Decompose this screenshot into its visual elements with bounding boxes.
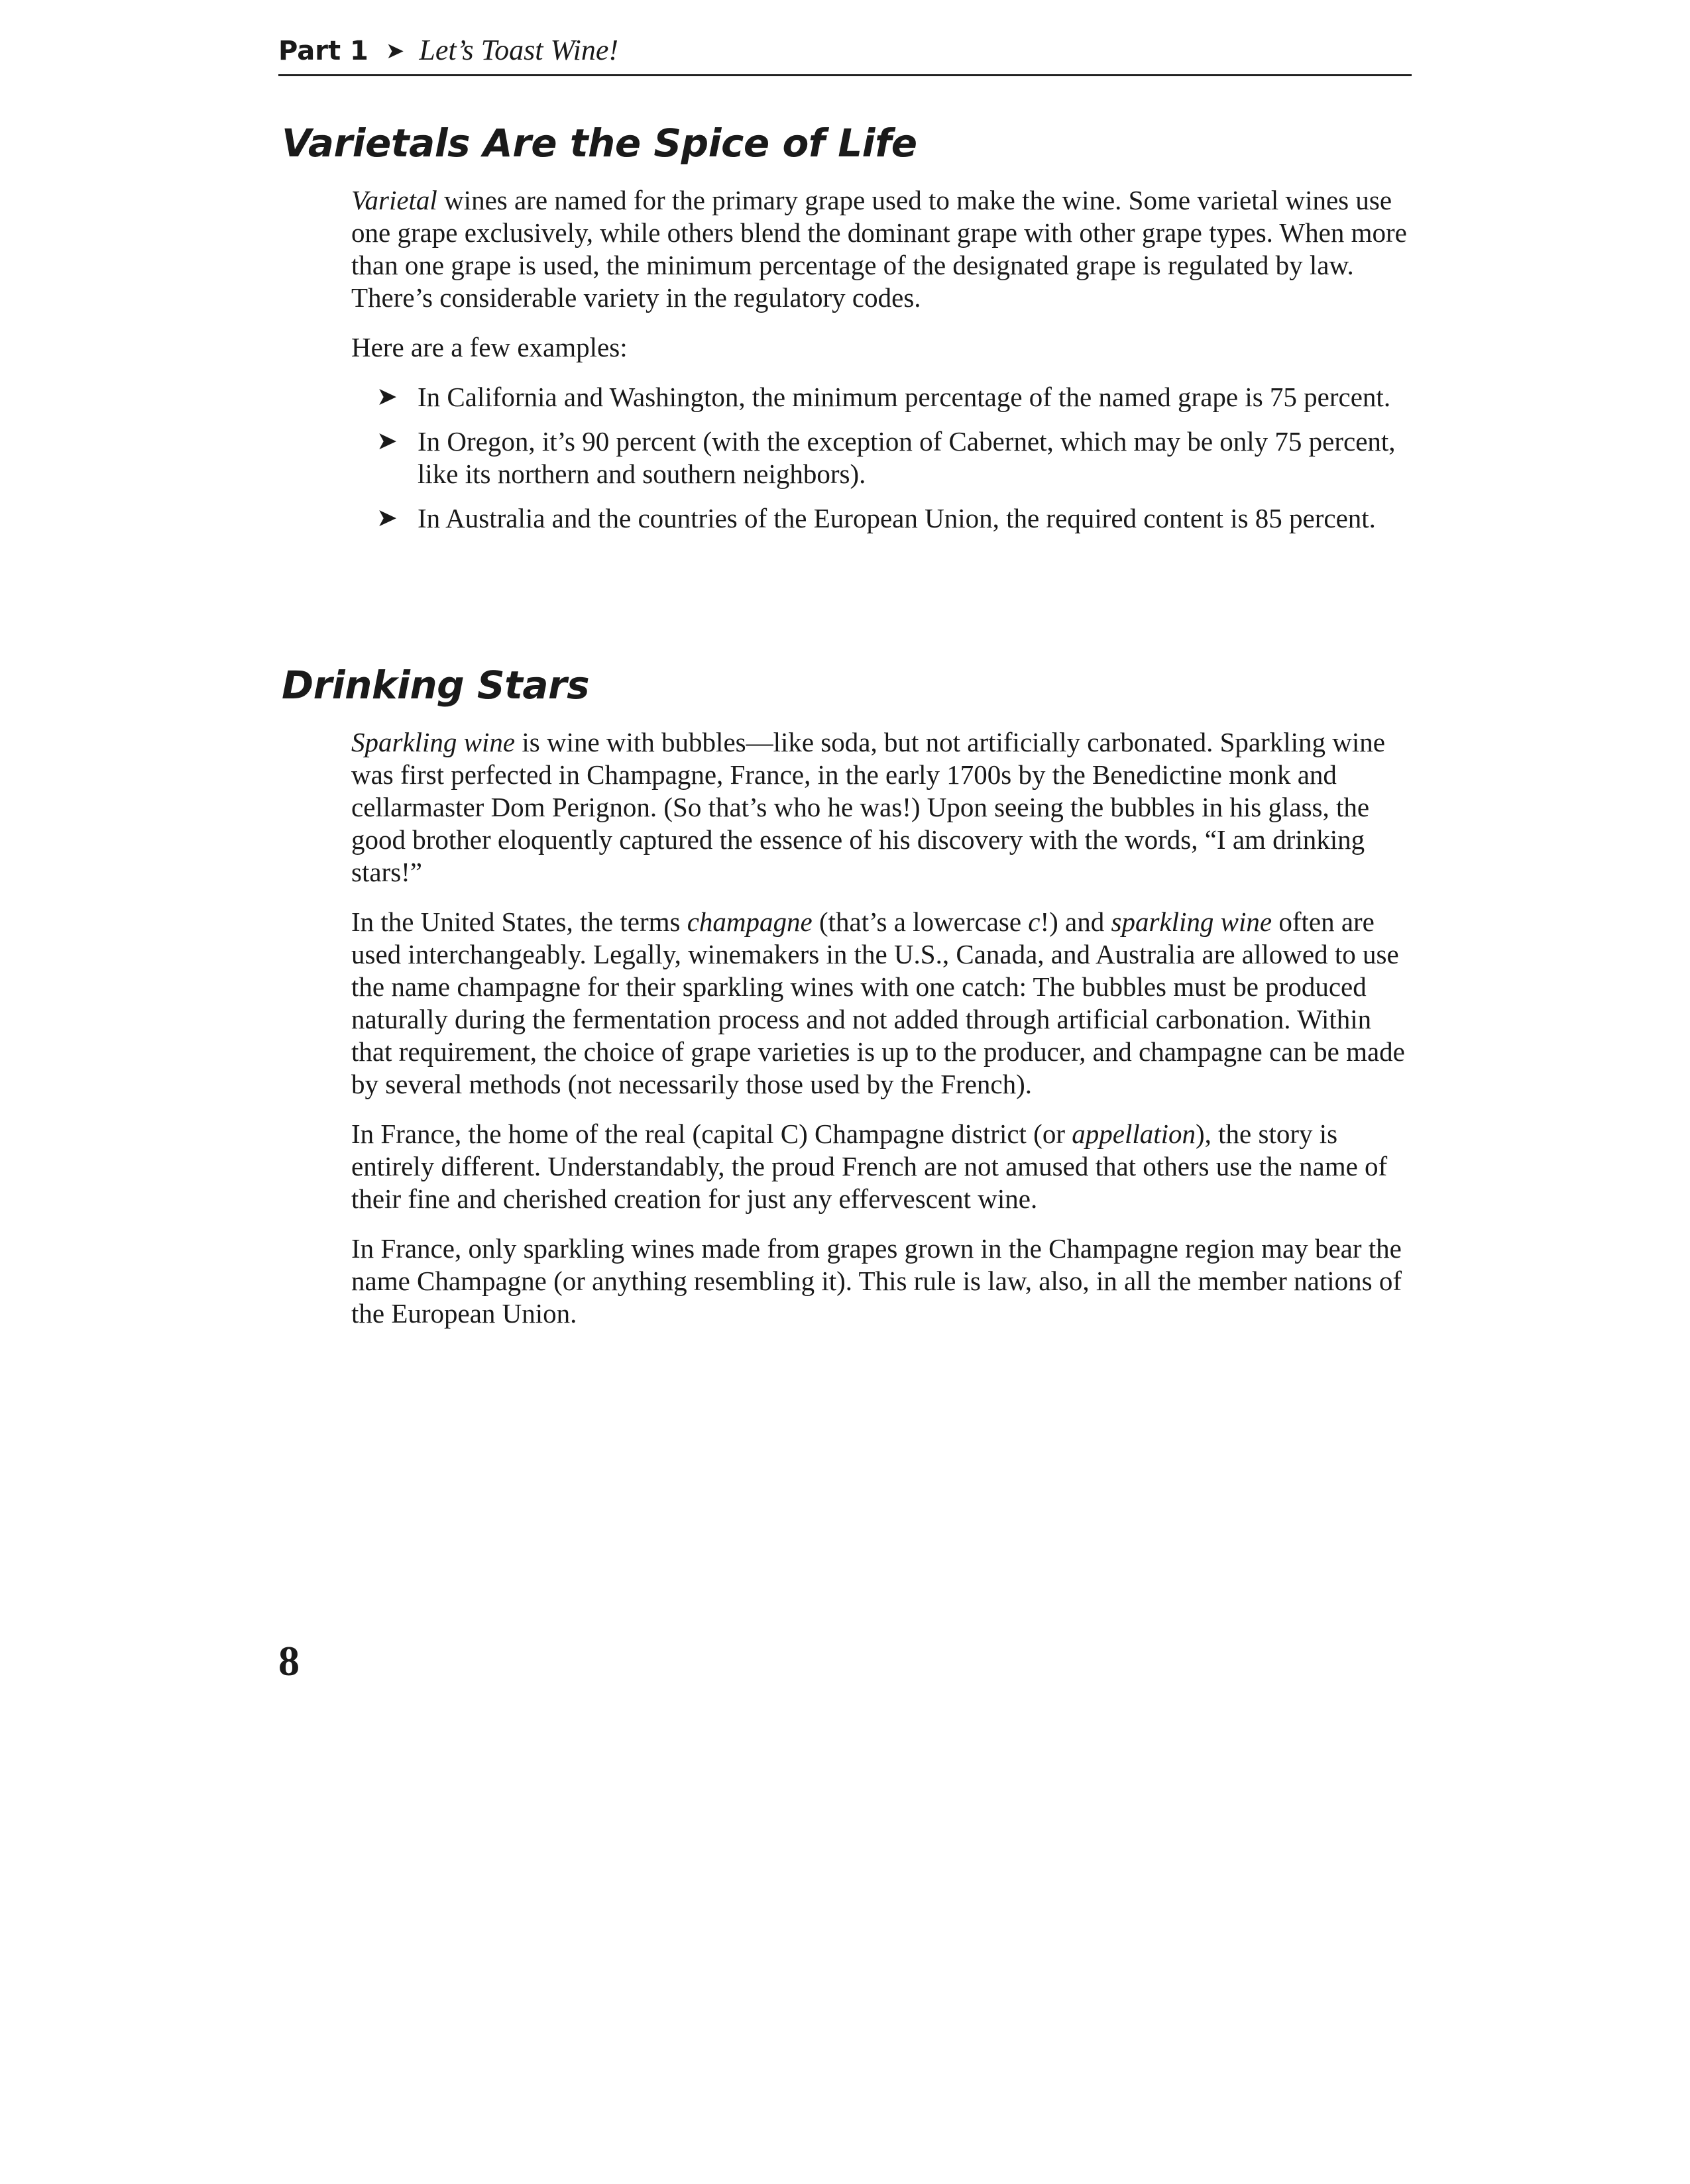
list-item <box>351 425 1418 490</box>
paragraph-text: !) and <box>1040 906 1111 937</box>
paragraph-text: often are used interchangeably. Legally, winemakers in the U.S., Canada, and Australia are allowed to use the name champagne for their sparkling wines with one catch: The bubbles must be produced naturally during the fermentation process and not added through artificial carbonation. Within that requirement, the choice of grape varieties is up to the producer, and champagne can be made by several methods (not necessarily those used by the French). <box>351 906 1405 1099</box>
list-item-text: In California and Washington, the minimum percentage of the named grape is 75 percent. <box>418 382 1391 412</box>
list-item-text: In Oregon, it’s 90 percent (with the exception of Cabernet, which may be only 75 percent, like its northern and southern neighbors). <box>418 426 1396 489</box>
paragraph <box>351 906 1418 1101</box>
part-label: Part 1 <box>278 36 368 66</box>
paragraph <box>351 1118 1418 1215</box>
arrowhead-icon: ➤ <box>385 39 405 64</box>
examples-list <box>351 381 1418 535</box>
list-item <box>351 502 1418 535</box>
term-varietal: Varietal <box>351 185 437 215</box>
term-appellation: appellation <box>1072 1119 1196 1149</box>
paragraph-text: (that’s a lowercase <box>812 906 1029 937</box>
running-head <box>278 27 1412 76</box>
paragraph-text: In the United States, the terms <box>351 906 687 937</box>
list-item-text: In Australia and the countries of the European Union, the required content is 85 percent. <box>418 503 1376 533</box>
paragraph-text: is wine with bubbles—like soda, but not artificially carbonated. Sparkling wine was first perfected in Champagne, France, in the early 1700s by the Benedictine monk and cellarmaster Dom Perignon. (So that’s who he was!) Upon seeing the bubbles in his glass, the good brother eloquently captured the essence of his discovery with the words, “I am drinking stars!” <box>351 727 1385 887</box>
paragraph-text: wines are named for the primary grape used to make the wine. Some varietal wines use one grape exclusively, while others blend the dominant grape with other grape types. When more than one grape is used, the minimum percentage of the designated grape is regulated by law. There’s considerable variety in the regulatory codes. <box>351 185 1407 313</box>
term-sparkling-wine: sparkling wine <box>1111 906 1272 937</box>
arrowhead-icon: ➤ <box>376 383 398 411</box>
paragraph: Here are a few examples: <box>351 332 628 362</box>
section-body-varietals <box>351 184 1418 547</box>
term-c: c <box>1028 906 1041 937</box>
list-item <box>351 381 1418 413</box>
paragraph-text: In France, the home of the real (capital C) Champagne district (or <box>351 1119 1072 1149</box>
term-champagne: champagne <box>687 906 813 937</box>
section-heading-drinking-stars: Drinking Stars <box>282 663 590 708</box>
section-body-drinking-stars <box>351 726 1418 1347</box>
chapter-title: Let’s Toast Wine! <box>419 34 619 66</box>
paragraph <box>351 726 1418 889</box>
paragraph <box>351 184 1418 314</box>
paragraph-text: ), the story is entirely different. Understandably, the proud French are not amused that others use the name of their fine and cherished creation for just any effervescent wine. <box>351 1119 1388 1214</box>
page-number: 8 <box>278 1637 300 1684</box>
arrowhead-icon: ➤ <box>376 504 398 532</box>
paragraph: In France, only sparkling wines made from grapes grown in the Champagne region may bear the name Champagne (or anything resembling it). This rule is law, also, in all the member nations of the European Union. <box>351 1233 1402 1329</box>
arrowhead-icon: ➤ <box>376 427 398 455</box>
term-sparkling-wine: Sparkling wine <box>351 727 516 757</box>
section-heading-varietals: Varietals Are the Spice of Life <box>282 121 917 166</box>
